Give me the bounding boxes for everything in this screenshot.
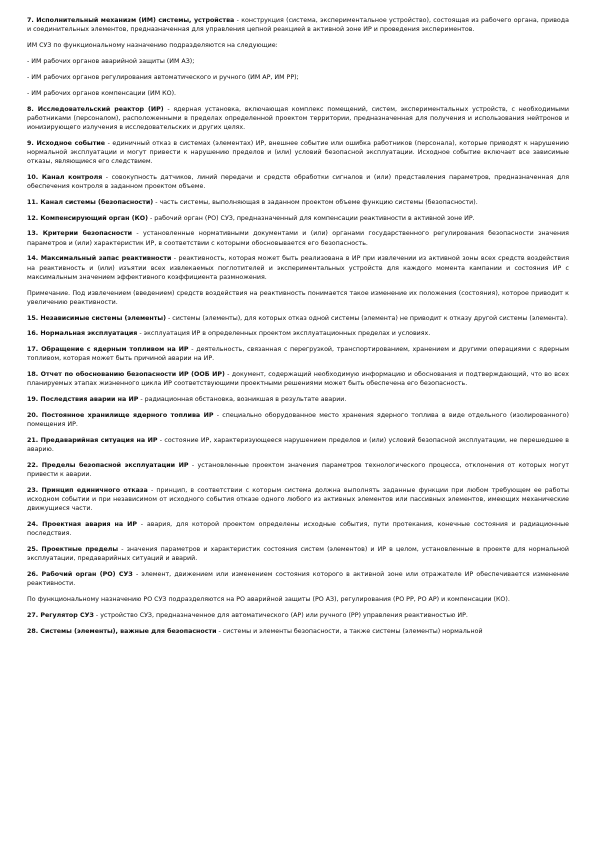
paragraph (27, 314, 569, 323)
paragraph-term: 28. Системы (элементы), важные для безопасности (27, 627, 217, 635)
paragraph-term: 24. Проектная авария на ИР (27, 521, 137, 529)
paragraph-term: 8. Исследовательский реактор (ИР) (27, 105, 164, 113)
paragraph-term: 21. Предаварийная ситуация на ИР (27, 437, 158, 445)
paragraph-text: ИМ СУЗ по функциональному назначению подразделяются на следующие: (27, 41, 278, 49)
paragraph-text: - ИМ рабочих органов компенсации (ИМ КО). (27, 89, 177, 97)
paragraph-text: - системы и элементы безопасности, а также системы (элементы) нормальной (216, 627, 483, 635)
paragraph-term: 11. Канал системы (безопасности) (27, 198, 154, 206)
paragraph (27, 627, 569, 636)
paragraph-text: - реактивность, которая может быть реализована в ИР при извлечении из активной зоны всех средств воздействия на реактивность и (или) изъятии всех извлекаемых поглотителей и экспериментальных устройств для каждого момента кампании и состояния ИР с максимальным значением эффективного коэффициента размножения. (27, 255, 569, 281)
paragraph (27, 436, 569, 454)
paragraph-text: - документ, содержащий необходимую информацию и обоснования и подтверждающий, что во всех планируемых этапах жизненного цикла ИР соответствующими проектными решениями может быть обеспечена его безопасность. (27, 371, 569, 388)
paragraph (27, 611, 569, 620)
paragraph (27, 411, 569, 429)
paragraph (27, 229, 569, 247)
paragraph-text: - часть системы, выполняющая в заданном проектом объеме функцию системы (безопасности). (153, 198, 478, 206)
paragraph-term: 17. Обращение с ядерным топливом на ИР (27, 346, 189, 354)
paragraph-text: - принцип, в соответствии с которым система должна выполнять заданные функции при любом требующем ее работы исходном событии и при независимом от исходного события отказе одного любого из активных элементов или пассивных элементов, имеющих механические движущиеся части. (27, 487, 569, 513)
paragraph (27, 41, 569, 50)
paragraph-term: 9. Исходное событие (27, 139, 106, 147)
paragraph (27, 329, 569, 338)
paragraph-text: - установленные нормативными документами и (или) органами государственного регулирования безопасности значения параметров и (или) характеристик ИР, в соответствии с которыми обосновывается его безопасность. (27, 230, 569, 247)
paragraph-text: - конструкция (система, экспериментальное устройство), состоящая из рабочего органа, привода и соединительных элементов, предназначенная для управления цепной реакцией в активной зоне ИР и проведения экспериментов. (27, 17, 569, 34)
paragraph-term: 15. Независимые системы (элементы) (27, 314, 166, 322)
paragraph-term: 10. Канал контроля (27, 173, 103, 181)
paragraph-term: 26. Рабочий орган (РО) СУЗ (27, 571, 133, 579)
paragraph-text: - специально оборудованное место хранения ядерного топлива в виде отдельного (изолированного) помещения ИР. (27, 412, 569, 429)
paragraph-text: - ИМ рабочих органов регулирования автоматического и ручного (ИМ АР, ИМ РР); (27, 73, 299, 81)
paragraph-text: - радиационная обстановка, возникшая в результате аварии. (138, 396, 347, 404)
paragraph (27, 570, 569, 588)
paragraph-term: 22. Пределы безопасной эксплуатации ИР (27, 462, 189, 470)
paragraph-term: 27. Регулятор СУЗ (27, 612, 94, 620)
paragraph (27, 173, 569, 191)
paragraph-text: - эксплуатация ИР в определенных проектом эксплуатационных пределах и условиях. (137, 330, 431, 338)
paragraph (27, 486, 569, 513)
paragraph (27, 139, 569, 166)
paragraph-text: Примечание. Под извлечением (введением) средств воздействия на реактивность понимается такое изменение их положения (состояния), которое приводит к увеличению реактивности. (27, 289, 569, 306)
paragraph (27, 214, 569, 223)
paragraph-text: - деятельность, связанная с перегрузкой, транспортированием, хранением и другими операциями с ядерным топливом, которая может быть причиной аварии на ИР. (27, 346, 569, 363)
paragraph (27, 57, 569, 66)
paragraph (27, 16, 569, 34)
paragraph-text: - устройство СУЗ, предназначенное для автоматического (АР) или ручного (РР) управления реактивностью ИР. (93, 612, 468, 620)
paragraph-text: - единичный отказ в системах (элементах) ИР, внешнее событие или ошибка работников (персонала), которые приводят к нарушению нормальной эксплуатации и могут привести к нарушению пределов и (или) условий безопасной эксплуатации. Исходное событие включает все зависимые отказы, являющиеся его следствием. (27, 139, 569, 165)
paragraph-text: - авария, для которой проектом определены исходные события, пути протекания, конечные состояния и радиационные последствия. (27, 521, 569, 538)
paragraph-term: 23. Принцип единичного отказа (27, 487, 148, 495)
paragraph (27, 198, 569, 207)
paragraph-term: 7. Исполнительный механизм (ИМ) системы, устройства (27, 17, 235, 24)
paragraph-term: 16. Нормальная эксплуатация (27, 330, 138, 338)
paragraph (27, 289, 569, 307)
document-body (27, 16, 569, 636)
paragraph-text: - совокупность датчиков, линий передачи и средств обработки сигналов и (или) представления параметров, предназначенная для обеспечения контроля в заданном проектом объеме. (27, 173, 569, 190)
paragraph-text: - значения параметров и характеристик состояния систем (элементов) и ИР в целом, установленные в проекте для нормальной эксплуатации, предаварийных ситуаций и аварий. (27, 546, 570, 563)
paragraph (27, 395, 569, 404)
paragraph (27, 595, 569, 604)
paragraph-text: - ИМ рабочих органов аварийной защиты (ИМ АЗ); (27, 57, 195, 65)
paragraph-text: - ядерная установка, включающая комплекс помещений, систем, экспериментальных устройств, с необходимыми работниками (персоналом), расположенными в пределах определенной проектом территории, предназначенная для получения и использования нейтронов и ионизирующего излучения в исследовательских и других целях. (27, 105, 569, 131)
paragraph (27, 345, 569, 363)
paragraph-term: 20. Постоянное хранилище ядерного топлива ИР (27, 412, 214, 420)
paragraph-term: 19. Последствия аварии на ИР (27, 396, 139, 404)
paragraph-text: - установленные проектом значения параметров технологического процесса, отклонения от которых могут привести к аварии. (27, 462, 569, 479)
paragraph-text: - элемент, движением или изменением состояния которого в активной зоне или отражателе ИР обеспечивается изменение реактивности. (27, 571, 569, 588)
paragraph (27, 105, 569, 132)
paragraph (27, 520, 569, 538)
paragraph-text: - рабочий орган (РО) СУЗ, предназначенный для компенсации реактивности в активной зоне ИР. (147, 214, 475, 222)
paragraph (27, 73, 569, 82)
paragraph-text: По функциональному назначению РО СУЗ подразделяются на РО аварийной защиты (РО АЗ), регулирования (РО РР, РО АР) и компенсации (КО). (27, 596, 510, 604)
paragraph-term: 14. Максимальный запас реактивности (27, 255, 172, 263)
paragraph-term: 12. Компенсирующий орган (КО) (27, 214, 148, 222)
paragraph (27, 89, 569, 98)
paragraph-term: 18. Отчет по обоснованию безопасности ИР (ООБ ИР) (27, 371, 225, 379)
paragraph-text: - состояние ИР, характеризующееся нарушением пределов и (или) условий безопасной эксплуатации, не перешедшее в аварию. (27, 437, 569, 454)
paragraph (27, 545, 569, 563)
paragraph (27, 254, 569, 281)
paragraph-term: 13. Критерии безопасности (27, 230, 133, 238)
paragraph (27, 461, 569, 479)
paragraph-term: 25. Проектные пределы (27, 546, 119, 554)
paragraph-text: - системы (элементы), для которых отказ одной системы (элемента) не приводит к отказу другой системы (элемента). (165, 314, 568, 322)
paragraph (27, 370, 569, 388)
